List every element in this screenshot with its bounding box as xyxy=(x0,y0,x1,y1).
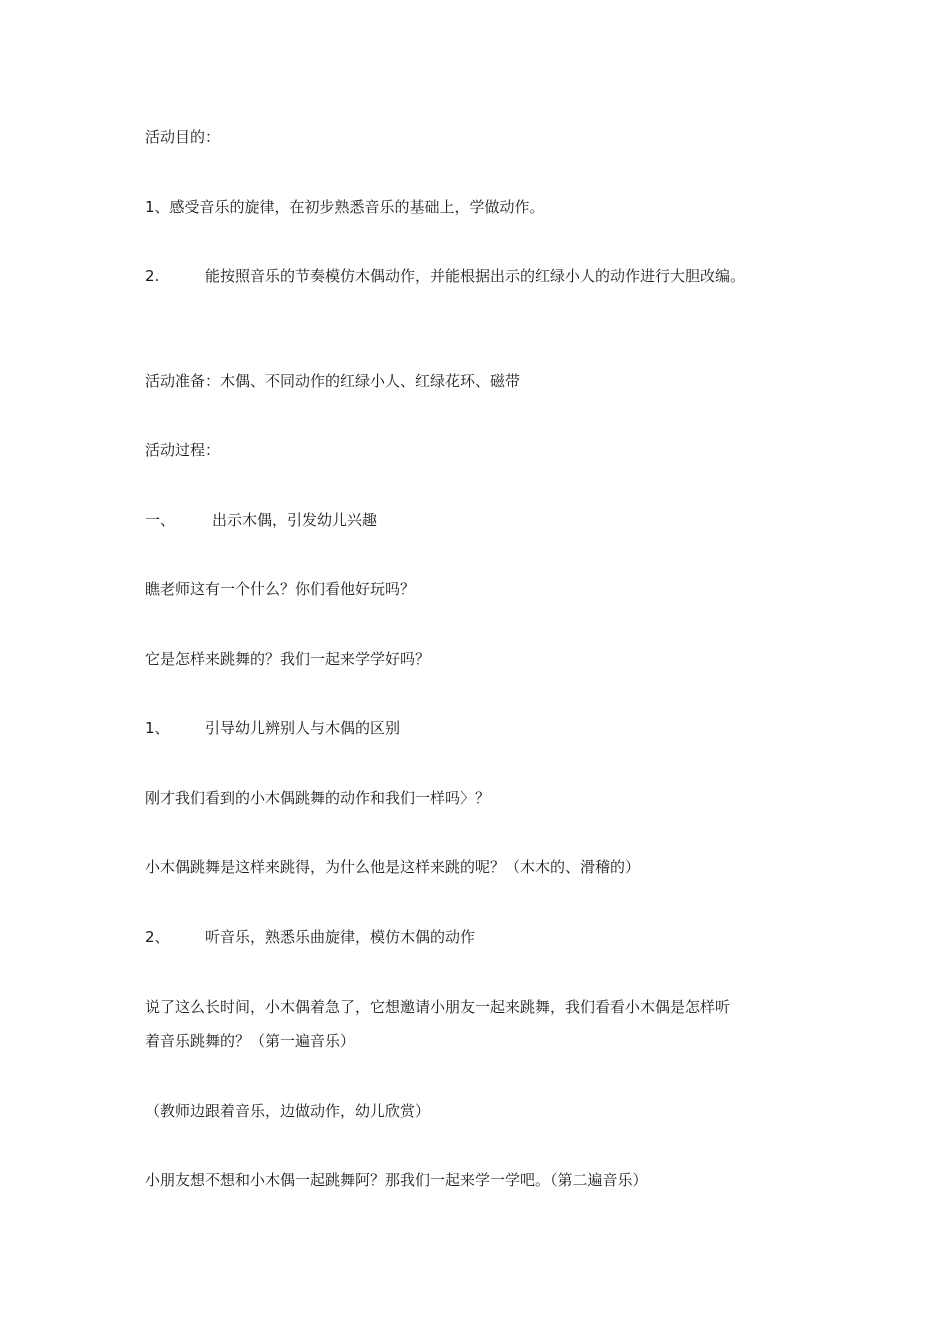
paragraph-1-line-1: 说了这么长时间，小木偶着急了，它想邀请小朋友一起来跳舞，我们看看小木偶是怎样听 xyxy=(145,998,731,1016)
question-1: 瞧老师这有一个什么？你们看他好玩吗？ xyxy=(145,580,416,598)
paragraph-3: 小朋友想不想和小木偶一起跳舞阿？那我们一起来学一学吧。（第二遍音乐） xyxy=(145,1171,648,1189)
paragraph-2: （教师边跟着音乐，边做动作，幼儿欣赏） xyxy=(145,1102,431,1120)
step-2-heading xyxy=(145,925,475,949)
step-1-heading xyxy=(145,716,400,740)
step-2-text: 听音乐，熟悉乐曲旋律，模仿木偶的动作 xyxy=(205,928,476,946)
section-1-heading xyxy=(145,508,377,532)
goal-item-2-text: 能按照音乐的节奏模仿木偶动作，并能根据出示的红绿小人的动作进行大胆改编。 xyxy=(205,267,746,285)
paragraph-1-line-2: 着音乐跳舞的？（第一遍音乐） xyxy=(145,1032,356,1050)
question-3: 刚才我们看到的小木偶跳舞的动作和我们一样吗〉？ xyxy=(145,789,491,807)
question-4: 小木偶跳舞是这样来跳得，为什么他是这样来跳的呢？（木木的、滑稽的） xyxy=(145,858,641,876)
process-heading: 活动过程： xyxy=(145,441,221,459)
goal-item-1-text: 感受音乐的旋律，在初步熟悉音乐的基础上，学做动作。 xyxy=(169,198,545,216)
step-2-number: 2、 xyxy=(145,928,170,946)
section-1-number: 一、 xyxy=(145,511,176,529)
goal-heading: 活动目的： xyxy=(145,128,221,146)
goal-item-2 xyxy=(145,264,745,288)
goal-item-2-number: 2. xyxy=(145,267,160,285)
section-1-text: 出示木偶，引发幼儿兴趣 xyxy=(212,511,378,529)
question-2: 它是怎样来跳舞的？我们一起来学学好吗？ xyxy=(145,650,431,668)
step-1-number: 1、 xyxy=(145,719,170,737)
step-1-text: 引导幼儿辨别人与木偶的区别 xyxy=(205,719,401,737)
goal-item-1-number: 1、 xyxy=(145,198,170,216)
goal-item-1 xyxy=(145,195,545,219)
preparation-line: 活动准备：木偶、不同动作的红绿小人、红绿花环、磁带 xyxy=(145,372,521,390)
